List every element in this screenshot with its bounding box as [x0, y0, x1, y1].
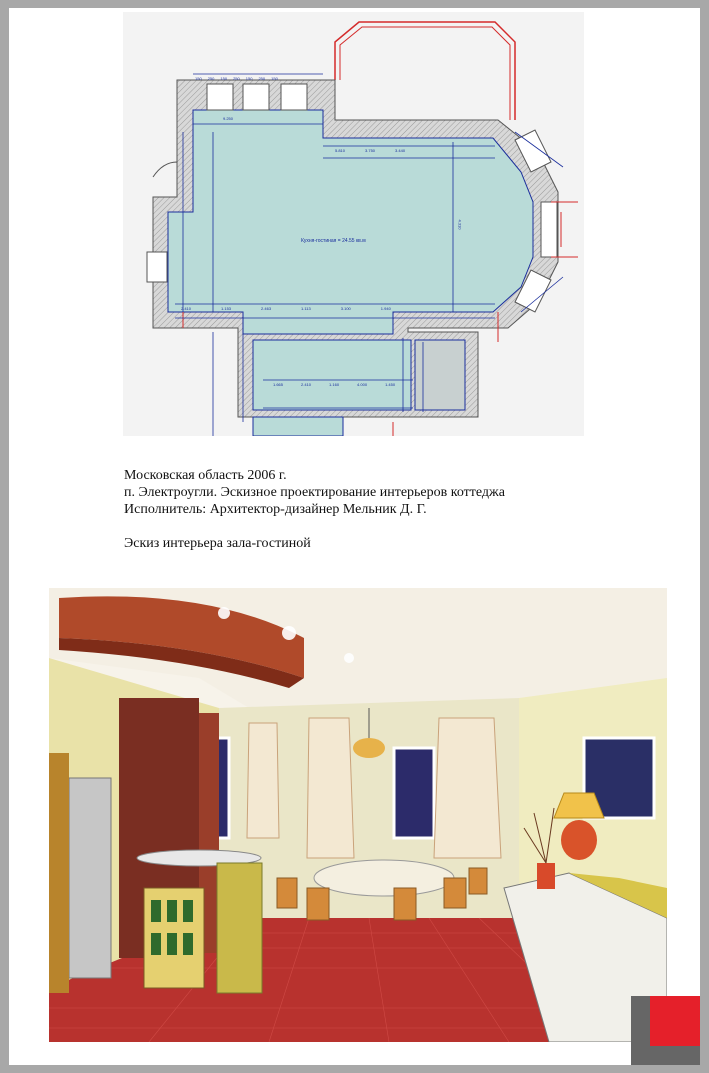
dim-label: 150 — [220, 76, 228, 81]
dim-label: 2.410 — [301, 382, 312, 387]
bottom-dimensions — [273, 382, 395, 387]
caption-location: Московская область 2006 г. — [124, 468, 287, 483]
dim-label: 4.000 — [357, 382, 368, 387]
corner-decoration — [631, 996, 700, 1065]
dim-label: 250 — [233, 76, 240, 81]
dim-label: 1.940 — [380, 306, 391, 311]
dim-label: 3.440 — [395, 148, 406, 153]
caption-sketch-title: Эскиз интерьера зала-гостиной — [124, 536, 311, 551]
room-area-label: Кухня-гостиная = 24.55 кв.м — [301, 238, 366, 244]
dim-label: 4.310 — [457, 219, 463, 230]
dim-label: 1.665 — [273, 382, 284, 387]
dim-label: 150 — [245, 76, 253, 81]
dim-label: 3.100 — [340, 306, 351, 311]
dim-label: 1.160 — [329, 382, 340, 387]
upper-dimensions — [335, 148, 405, 153]
interior-sketch-image — [49, 588, 667, 1042]
dim-label: 150 — [271, 76, 278, 81]
dim-label: 5.810 — [335, 148, 346, 153]
document-page — [9, 8, 700, 1065]
dim-label: 1.153 — [221, 306, 232, 311]
dim-label: 1.113 — [301, 306, 311, 311]
dim-label: 150 — [195, 76, 202, 81]
dim-label: 3.750 — [365, 148, 376, 153]
dim-label: 250 — [207, 76, 215, 81]
project-caption — [124, 467, 664, 552]
dim-label: 2.410 — [181, 306, 192, 311]
top-dimensions — [195, 76, 278, 81]
dim-label: 2.463 — [261, 306, 272, 311]
lower-dimensions — [181, 306, 391, 311]
dim-label: 250 — [258, 76, 266, 81]
dim-label: 1.450 — [385, 382, 396, 387]
corner-red-square — [650, 996, 700, 1046]
dim-label: 9.250 — [223, 116, 234, 121]
caption-author: Исполнитель: Архитектор-дизайнер Мельник Д. Г. — [124, 502, 427, 517]
caption-project: п. Электроугли. Эскизное проектирование интерьеров коттеджа — [124, 485, 505, 500]
floor-plan-drawing — [123, 12, 584, 436]
